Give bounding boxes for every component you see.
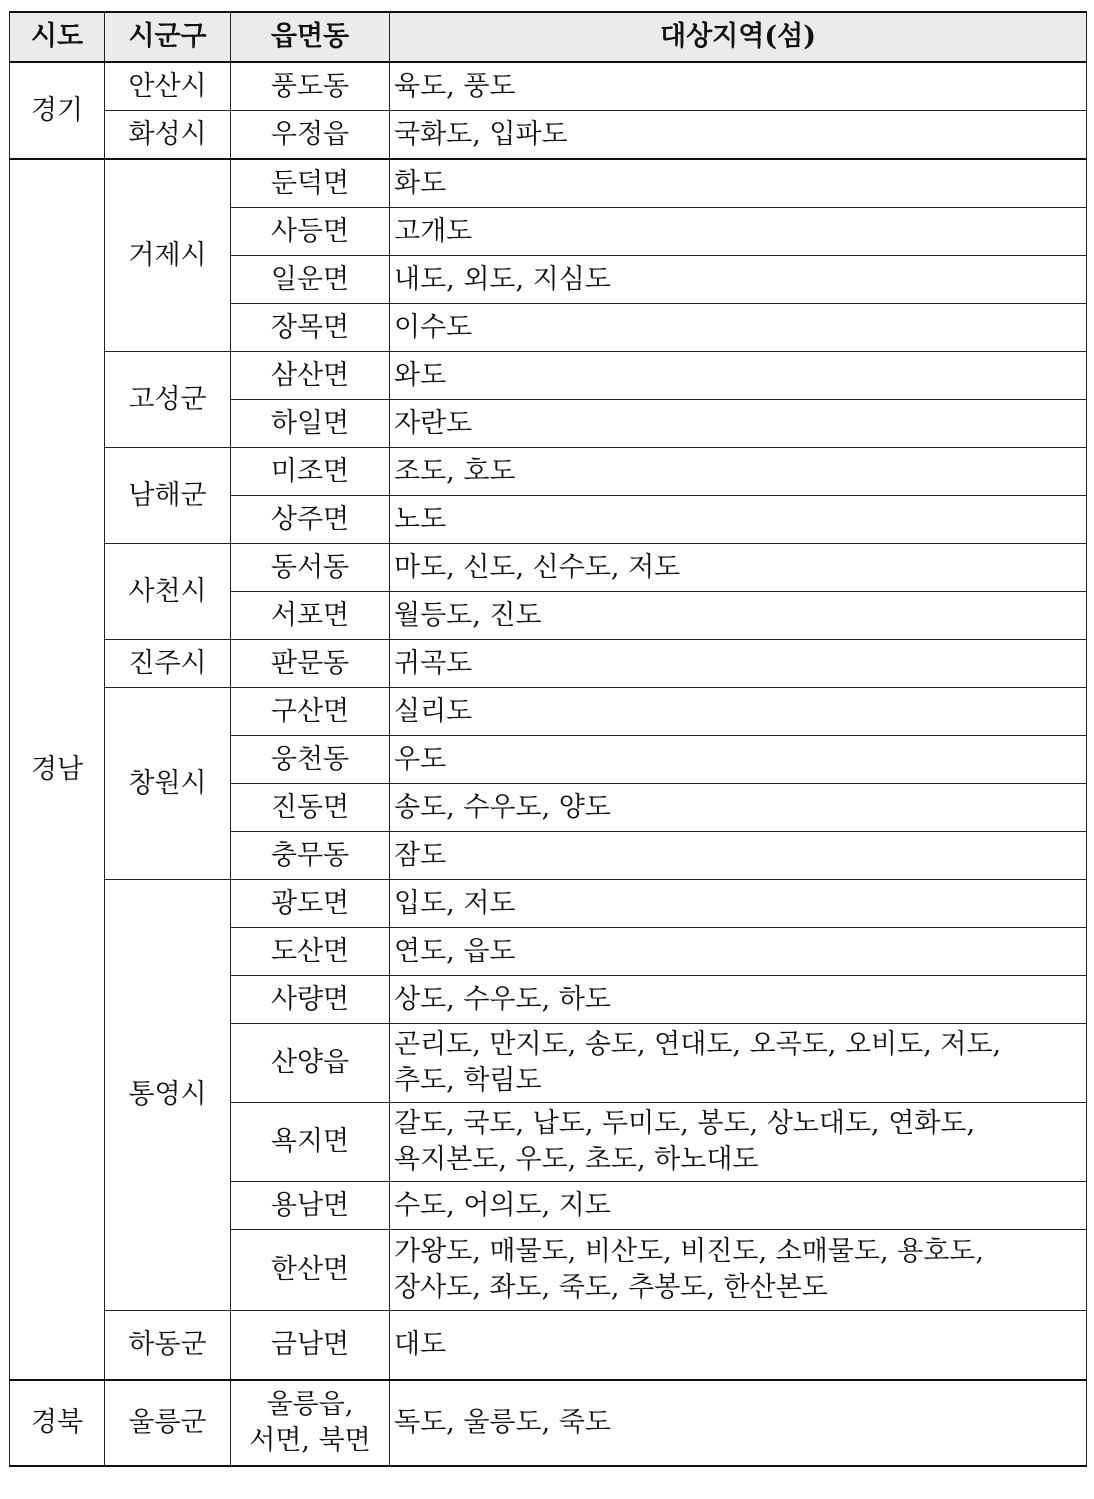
islands-cell: 자란도 — [390, 400, 1087, 448]
emd-cell: 장목면 — [231, 304, 390, 352]
sigungu-cell: 고성군 — [105, 352, 231, 448]
table-row — [10, 640, 1087, 688]
sigungu-cell: 창원시 — [105, 688, 231, 880]
sigungu-cell: 진주시 — [105, 640, 231, 688]
islands-cell: 대도 — [390, 1311, 1087, 1381]
header-islands: 대상지역(섬) — [390, 12, 1087, 62]
emd-cell: 구산면 — [231, 688, 390, 736]
header-sido: 시도 — [10, 12, 105, 62]
islands-cell: 갈도, 국도, 납도, 두미도, 봉도, 상노대도, 연화도, 욕지본도, 우도, 초도, 하노대도 — [390, 1103, 1087, 1182]
emd-cell: 웅천동 — [231, 736, 390, 784]
sigungu-cell: 안산시 — [105, 62, 231, 111]
table-row — [10, 111, 1087, 160]
islands-cell: 와도 — [390, 352, 1087, 400]
emd-cell: 충무동 — [231, 832, 390, 880]
emd-cell: 진동면 — [231, 784, 390, 832]
emd-cell: 욕지면 — [231, 1103, 390, 1182]
table-row — [10, 880, 1087, 928]
islands-cell: 육도, 풍도 — [390, 62, 1087, 111]
sigungu-cell: 남해군 — [105, 448, 231, 544]
emd-cell: 도산면 — [231, 928, 390, 976]
sido-cell: 경남 — [10, 159, 105, 1380]
table-row — [10, 1380, 1087, 1466]
emd-cell: 광도면 — [231, 880, 390, 928]
islands-cell: 독도, 울릉도, 죽도 — [390, 1380, 1087, 1466]
emd-cell: 사량면 — [231, 976, 390, 1024]
header-row — [10, 12, 1087, 62]
sigungu-cell: 화성시 — [105, 111, 231, 160]
emd-cell: 사등면 — [231, 208, 390, 256]
table-row — [10, 352, 1087, 400]
islands-cell: 연도, 읍도 — [390, 928, 1087, 976]
emd-cell: 울릉읍, 서면, 북면 — [231, 1380, 390, 1466]
emd-cell: 미조면 — [231, 448, 390, 496]
emd-cell: 일운면 — [231, 256, 390, 304]
islands-cell: 가왕도, 매물도, 비산도, 비진도, 소매물도, 용호도, 장사도, 좌도, 죽도, 추봉도, 한산본도 — [390, 1230, 1087, 1311]
islands-cell: 노도 — [390, 496, 1087, 544]
islands-cell: 내도, 외도, 지심도 — [390, 256, 1087, 304]
sigungu-cell: 통영시 — [105, 880, 231, 1311]
sigungu-cell: 사천시 — [105, 544, 231, 640]
table-row — [10, 1311, 1087, 1381]
header-emd: 읍면동 — [231, 12, 390, 62]
emd-cell: 우정읍 — [231, 111, 390, 160]
islands-cell: 조도, 호도 — [390, 448, 1087, 496]
table-row — [10, 62, 1087, 111]
emd-cell: 삼산면 — [231, 352, 390, 400]
islands-cell: 마도, 신도, 신수도, 저도 — [390, 544, 1087, 592]
islands-cell: 이수도 — [390, 304, 1087, 352]
emd-cell: 서포면 — [231, 592, 390, 640]
table-row — [10, 159, 1087, 208]
islands-cell: 화도 — [390, 159, 1087, 208]
table-row — [10, 544, 1087, 592]
islands-cell: 곤리도, 만지도, 송도, 연대도, 오곡도, 오비도, 저도, 추도, 학림도 — [390, 1024, 1087, 1103]
emd-cell: 판문동 — [231, 640, 390, 688]
header-sigungu: 시군구 — [105, 12, 231, 62]
emd-cell: 한산면 — [231, 1230, 390, 1311]
table-row — [10, 688, 1087, 736]
islands-cell: 송도, 수우도, 양도 — [390, 784, 1087, 832]
emd-cell: 산양읍 — [231, 1024, 390, 1103]
table-row — [10, 448, 1087, 496]
islands-cell: 월등도, 진도 — [390, 592, 1087, 640]
sido-cell: 경북 — [10, 1380, 105, 1466]
emd-cell: 둔덕면 — [231, 159, 390, 208]
emd-cell: 상주면 — [231, 496, 390, 544]
emd-cell: 동서동 — [231, 544, 390, 592]
islands-cell: 귀곡도 — [390, 640, 1087, 688]
sigungu-cell: 울릉군 — [105, 1380, 231, 1466]
island-table — [9, 11, 1087, 1467]
islands-cell: 실리도 — [390, 688, 1087, 736]
emd-cell: 금남면 — [231, 1311, 390, 1381]
islands-cell: 고개도 — [390, 208, 1087, 256]
sigungu-cell: 거제시 — [105, 159, 231, 352]
islands-cell: 우도 — [390, 736, 1087, 784]
islands-cell: 상도, 수우도, 하도 — [390, 976, 1087, 1024]
islands-cell: 잠도 — [390, 832, 1087, 880]
emd-cell: 용남면 — [231, 1182, 390, 1230]
emd-cell: 풍도동 — [231, 62, 390, 111]
emd-cell: 하일면 — [231, 400, 390, 448]
sigungu-cell: 하동군 — [105, 1311, 231, 1381]
islands-cell: 국화도, 입파도 — [390, 111, 1087, 160]
islands-cell: 입도, 저도 — [390, 880, 1087, 928]
sido-cell: 경기 — [10, 62, 105, 159]
islands-cell: 수도, 어의도, 지도 — [390, 1182, 1087, 1230]
